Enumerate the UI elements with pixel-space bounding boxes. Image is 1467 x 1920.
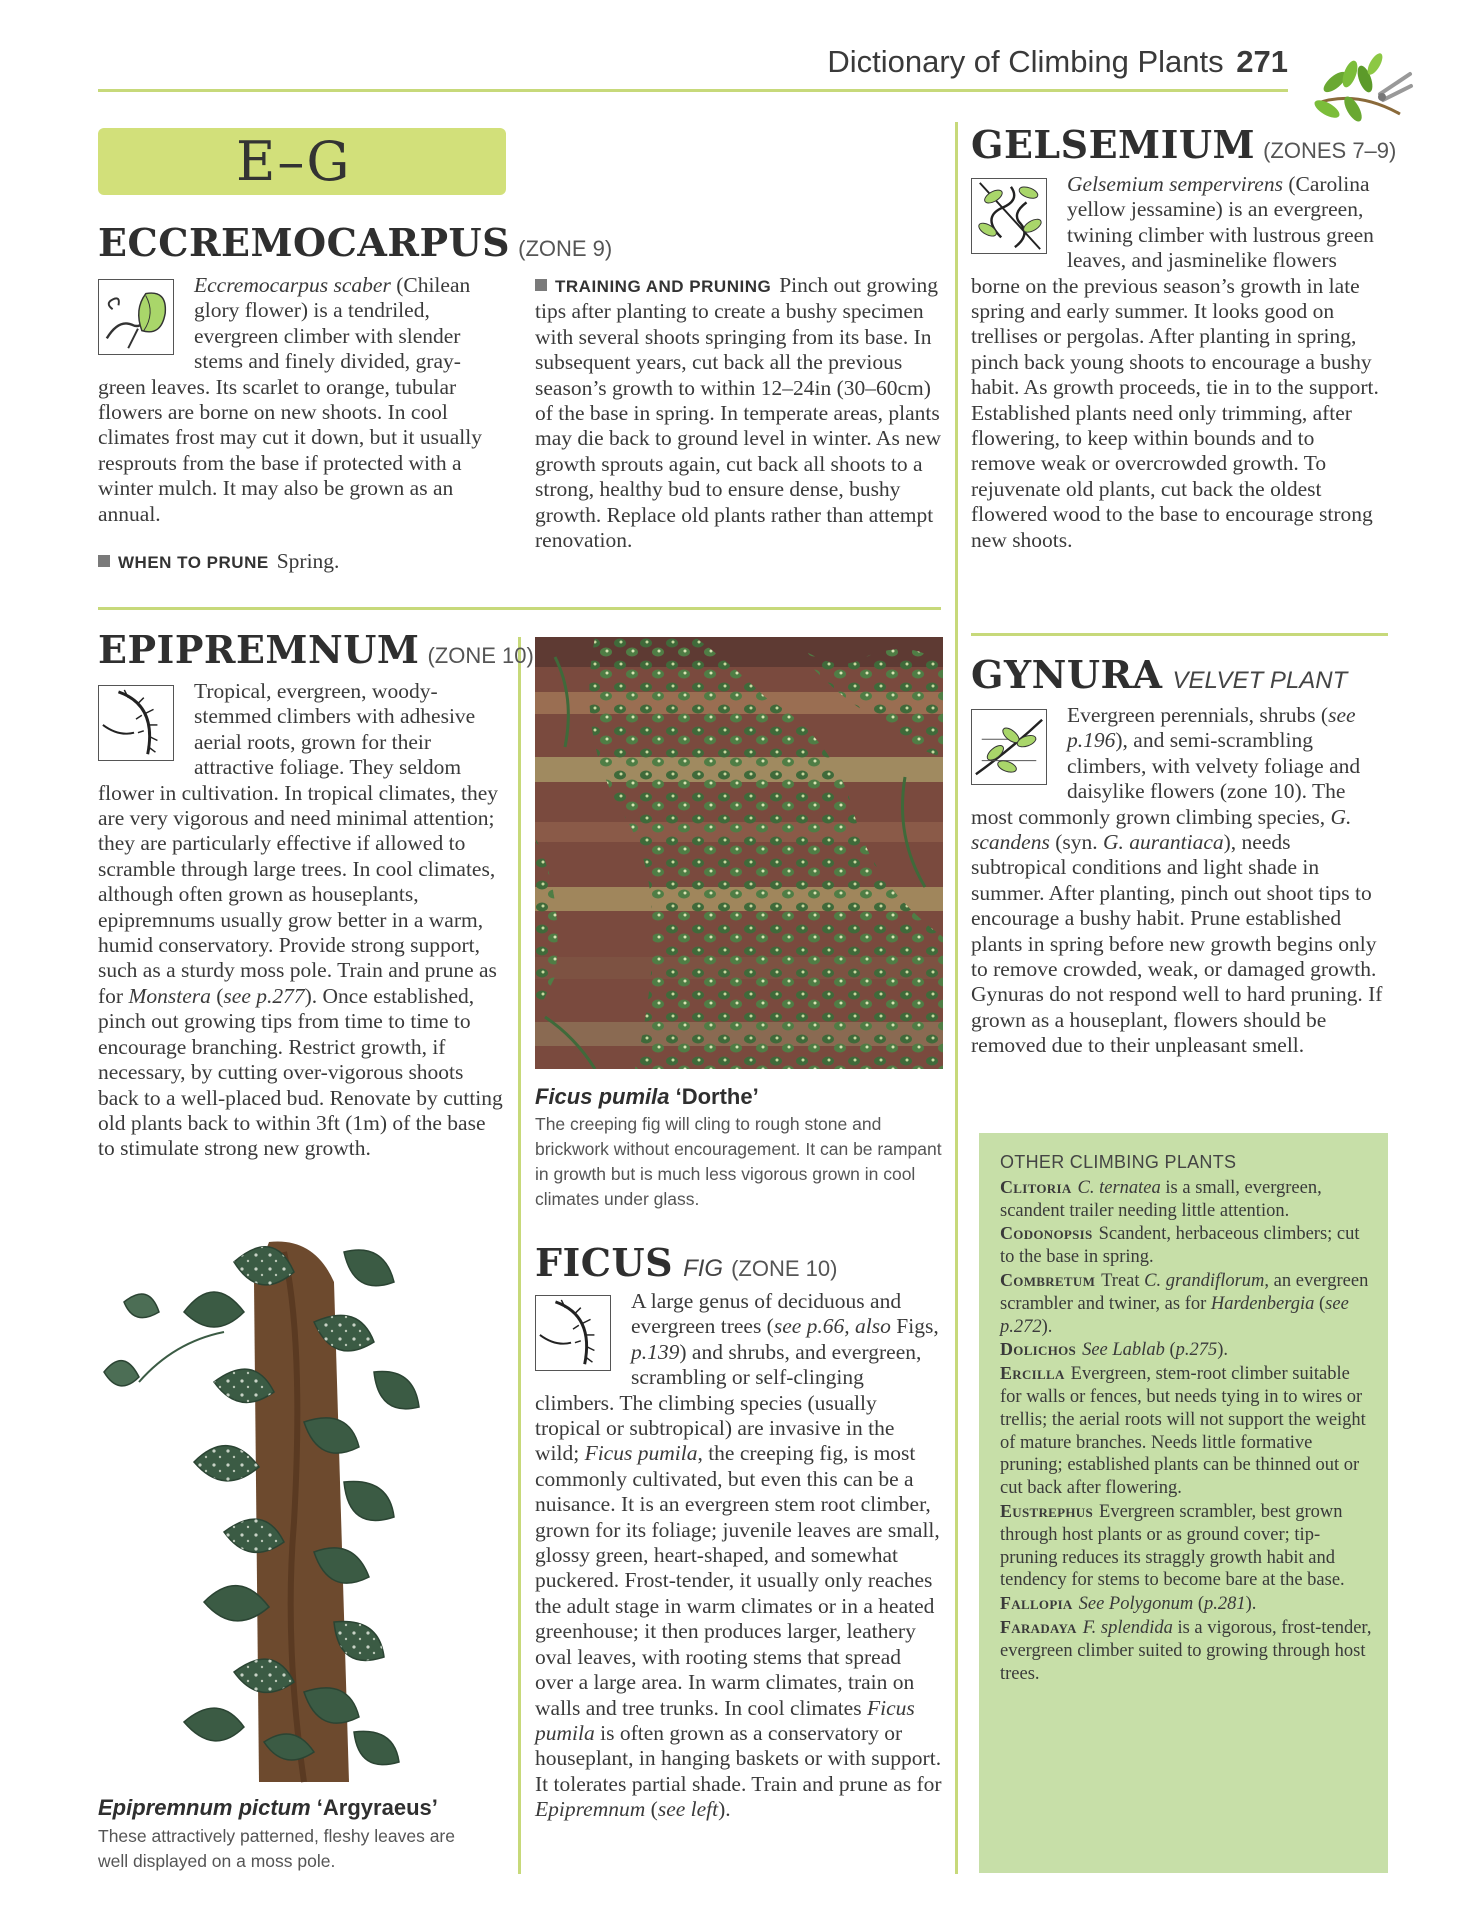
when-to-prune [98,549,506,575]
entry-text: A large genus of deciduous and evergreen trees ( [631,1289,902,1339]
species-name: G. scandens [971,804,1352,855]
caption-species: Ficus pumila [535,1084,670,1109]
cross-ref: see left [657,1797,719,1822]
species-name: Ficus pumila [535,1695,915,1745]
page-number: 271 [1236,44,1288,79]
tendril-climber-icon [98,279,174,355]
other-plants-list [1000,1151,1372,1685]
cross-ref-genus: Epipremnum [535,1797,646,1822]
aerial-root-climber-icon [535,1295,611,1371]
species-name: Gelsemium sempervirens [1067,172,1283,196]
entry-text: (Carolina yellow jessamine) is an evergreen, twining climber with lustrous green leaves, and jasminelike flowers borne on the previous season’s growth in late spring and early summer. It looks good on trellises or pergolas. After planting in spring, pinch back young shoots to encourage a bushy habit. As growth proceeds, tie in to the support. Established plants need only trimming, after flowering, to keep within bounds and to remove weak or overcrowded growth. To rejuvenate old plants, cut back the oldest flowered wood to the base to encourage strong new shoots. [971,172,1379,552]
panel-title: OTHER CLIMBING PLANTS [1000,1152,1237,1172]
item-text: Scandent, herbaceous climbers; cut to the base in spring. [1000,1224,1360,1268]
list-item [1000,1222,1372,1269]
column-divider-middle [518,637,521,1874]
other-climbing-plants-panel [979,1133,1388,1873]
plant-name: Ercilla [1000,1363,1065,1384]
cross-ref: see p.277 [223,983,305,1008]
entry-body-gelsemium [971,172,1383,553]
entry-body-gynura [971,703,1383,1059]
entry-text-cont: ). Once established, pinch out growing tips from time to time to encourage branching. Restrict growth, if necessary, by cutting over-vigorous shoots back to a well-placed bud. Renovate by cutting old plants back to within 3ft (1m) of the base to stimulate strong new growth. [98,983,503,1161]
cross-ref: p.139 [631,1339,680,1364]
bullet-square [98,555,110,567]
section-rule-gelsemium [971,633,1388,636]
cross-ref-genus: Hardenbergia [1210,1293,1315,1314]
entry-text: Figs, [890,1314,939,1339]
plant-name: Codonopsis [1000,1223,1093,1244]
entry-body-ficus [535,1289,943,1823]
cross-ref: see p.66, also [773,1314,891,1339]
when-to-prune-text: Spring. [276,549,340,574]
cross-ref: see p.272 [1000,1293,1349,1337]
paren: ( [1193,1594,1204,1615]
entry-text: (Chilean glory flower) is a tendriled, evergreen climber with slender stems and finely divided, gray-green leaves. Its scarlet to orange, tubular flowers are borne on new shoots. In cool climates frost may cut it down, but it usually resprouts from the base if protected with a winter mulch. It may also be grown as an annual. [98,273,482,526]
zone-label: (ZONE 10) [731,1256,838,1281]
training-label: TRAINING AND PRUNING [555,277,772,296]
scrambling-climber-icon [971,709,1047,785]
entry-text: ), and semi-scrambling climbers, with velvety foliage and daisylike flowers (zone 10). The most commonly grown climbing species, [971,728,1361,829]
running-header [827,44,1288,80]
entry-name: GYNURA [971,652,1163,697]
entry-text: Tropical, evergreen, woody-stemmed climbers with adhesive aerial roots, grown for their attractive foliage. They seldom flower in cultivation. In tropical climates, they are very vigorous and need minimal attention; they are particularly effective if allowed to scramble through large trees. In cool climates, although often grown as houseplants, epipremnums usually grow better in a warm, humid conservatory. Provide strong support, such as a sturdy moss pole. Train and prune as for [98,679,499,1008]
bullet-square [535,279,547,291]
species-name: Ficus pumila [584,1441,698,1466]
entry-text: ), needs subtropical conditions and light shade in summer. After planting, pinch out shoot tips to encourage a bushy habit. Prune established plants in spring before new growth begins only to remove crowded, weak, or damaged growth. Gynuras do not respond well to hard pruning. If grown as a houseplant, flowers should be removed due to their unpleasant smell. [971,830,1383,1058]
species-name: Eccremocarpus scaber [194,273,391,297]
epipremnum-caption-title [98,1795,438,1821]
list-item [1000,1592,1372,1616]
plant-name: Combretum [1000,1269,1096,1290]
paren: ). [1217,1340,1229,1361]
column-divider-right [955,122,958,1874]
plant-name: Eustrephus [1000,1500,1094,1521]
entry-text: , the creeping fig, is most commonly cultivated, but even this can be a nuisance. It is an evergreen stem root climber, grown for its foliage; juvenile leaves are small, glossy green, heart-shaped, and somewhat puckered. Frost-tender, it usually only reaches the adult stage in warm climates or in a heated greenhouse; it then produces larger, leathery oval leaves, with rooting stems that spread over a large area. In warm climates, train on walls and tree trunks. In cool climates [535,1441,940,1720]
ficus-pumila-photo [535,637,943,1069]
zone-label: (ZONES 7–9) [1263,138,1397,163]
epipremnum-photo [84,1222,504,1784]
plant-name: Fallopia [1000,1593,1073,1614]
paren: ( [1314,1293,1326,1314]
entry-name: GELSEMIUM [971,122,1256,167]
list-item [1000,1338,1372,1362]
entry-heading-epipremnum [98,627,534,672]
twining-climber-icon [971,178,1047,254]
caption-species: Epipremnum pictum [98,1795,311,1820]
item-text: Evergreen, stem-root climber suitable for walls or fences, but needs tying in to wires or trellis; the aerial roots will not support the weight of mature branches. Needs little formative pruning; established plants can be thinned out or cut back after flowering. [1000,1364,1366,1499]
caption-cultivar: ‘Argyraeus’ [310,1795,438,1820]
section-banner: E–G [98,128,506,195]
paren: ( [645,1797,658,1822]
entry-heading-gelsemium [971,122,1396,167]
leafy-sprig-with-pruners-icon [1305,34,1415,134]
header-title: Dictionary of Climbing Plants [827,44,1224,79]
item-text: is a small, evergreen, scandent trailer needing little attention. [1000,1177,1322,1221]
list-item [1000,1269,1372,1338]
epipremnum-caption-text: These attractively patterned, fleshy leaves are well displayed on a moss pole. [98,1826,455,1871]
paren: ( [210,983,224,1008]
entry-heading-gynura [971,652,1347,697]
entry-body-epipremnum [98,679,506,1162]
ficus-caption-text: The creeping fig will cling to rough stone and brickwork without encouragement. It can be rampant in growth but is much less vigorous grown in cool climates under glass. [535,1114,942,1209]
paren: ( [1164,1340,1176,1361]
ficus-caption-title [535,1084,759,1110]
cross-ref: see p.196 [1067,703,1356,753]
entry-body-eccremocarpus [98,273,506,575]
training-and-pruning [535,273,943,553]
paren: ). [1041,1316,1053,1337]
item-text: , an evergreen scrambler and twiner, as for [1000,1270,1369,1314]
list-item [1000,1176,1372,1223]
cross-ref: p.281 [1203,1594,1246,1615]
paren: ). [718,1797,731,1822]
species-name: G. aurantiaca [1102,830,1224,855]
species-name: C. grandiflorum [1144,1270,1265,1291]
common-name: VELVET PLANT [1172,667,1348,694]
entry-heading-ficus [535,1240,837,1285]
training-text: Pinch out growing tips after planting to create a bushy specimen with several shoots springing from its base. In subsequent years, cut back all the previous season’s growth to within 12–24in (30–60cm) of the base in spring. In temperate areas, plants may die back to ground level in winter. As new growth sprouts again, cut back all shoots to a strong, healthy bud to ensure dense, bushy growth. Replace old plants rather than attempt renovation. [535,273,942,553]
entry-text: ) and shrubs, and evergreen, scrambling or self-clinging climbers. The climbing species (usually tropical or subtropical) are invasive in the wild; [535,1339,922,1466]
when-to-prune-label: WHEN TO PRUNE [118,553,269,573]
entry-text: Evergreen perennials, shrubs ( [1067,703,1329,727]
entry-text: (syn. [1049,830,1103,855]
species-name: F. splendida [1082,1617,1173,1638]
common-name: FIG [683,1255,724,1282]
entry-name: FICUS [535,1240,674,1285]
item-text: is a vigorous, frost-tender, evergreen climber suited to growing through host trees. [1000,1617,1372,1684]
zone-label: (ZONE 9) [518,236,613,261]
cross-ref: p.275 [1175,1340,1218,1361]
caption-cultivar: ‘Dorthe’ [669,1084,759,1109]
section-rule-eccremocarpus [98,607,941,610]
entry-text: is often grown as a conservatory or houseplant, in hanging baskets or with support. It tolerates partial shade. Train and prune as for [535,1720,942,1796]
cross-ref: See Polygonum [1078,1594,1194,1615]
species-name: C. ternatea [1077,1177,1161,1198]
plant-name: Clitoria [1000,1176,1072,1197]
list-item [1000,1362,1372,1500]
item-text: Treat [1101,1270,1145,1291]
item-text: Evergreen scrambler, best grown through host plants or as ground cover; tip-pruning reduces its straggly growth habit and tendency for stems to become bare at the base. [1000,1501,1345,1591]
plant-name: Dolichos [1000,1339,1077,1360]
entry-heading-eccremocarpus [98,220,612,265]
entry-name: ECCREMOCARPUS [98,220,511,265]
list-item [1000,1500,1372,1592]
paren: ). [1245,1594,1257,1615]
header-rule [98,89,1288,92]
cross-ref-genus: Monstera [128,983,211,1008]
aerial-root-climber-icon [98,685,174,761]
list-item [1000,1616,1372,1685]
cross-ref: See Lablab [1082,1340,1165,1361]
plant-name: Faradaya [1000,1616,1077,1637]
entry-name: EPIPREMNUM [98,627,420,672]
zone-label: (ZONE 10) [427,643,534,668]
